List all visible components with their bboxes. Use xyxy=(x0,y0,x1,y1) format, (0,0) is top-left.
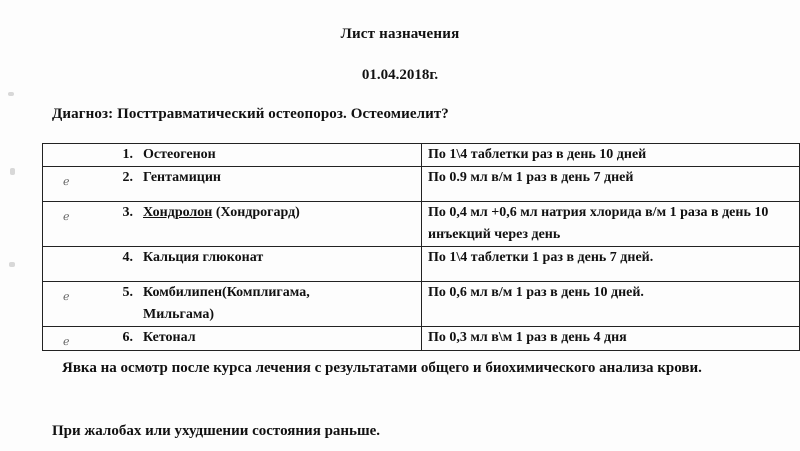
complaints-note: При жалобах или ухудшении состояния раньше. xyxy=(52,423,381,439)
scan-speck xyxy=(8,92,14,96)
table-row xyxy=(43,202,800,247)
drug-cell xyxy=(43,202,422,247)
scan-speck xyxy=(9,262,15,267)
row-number: 6. xyxy=(122,330,133,345)
dosage-cell: По 1\4 таблетки раз в день 10 дней xyxy=(422,144,800,167)
drug-cell xyxy=(43,327,422,351)
drug-cell xyxy=(43,144,422,167)
dosage-cell: По 0,3 мл в\м 1 раз в день 4 дня xyxy=(422,327,800,351)
drug-name: Комбилипен(Комплигама, Мильгама) xyxy=(143,285,310,322)
table-row xyxy=(43,282,800,327)
drug-cell xyxy=(43,282,422,327)
drug-name: Гентамицин xyxy=(143,170,221,185)
drug-cell xyxy=(43,167,422,202)
dosage-cell: По 1\4 таблетки 1 раз в день 7 дней. xyxy=(422,247,800,282)
handwritten-check-mark: ℯ xyxy=(63,211,70,223)
drug-name: Кетонал xyxy=(143,330,196,345)
follow-up-note: Явка на осмотр после курса лечения с результатами общего и биохимического анализа крови. xyxy=(62,360,702,376)
row-number: 1. xyxy=(122,147,133,162)
scan-speck xyxy=(10,168,15,175)
drug-name: Остеогенон xyxy=(143,147,216,162)
table-row xyxy=(43,144,800,167)
drug-name: Кальция глюконат xyxy=(143,250,264,265)
handwritten-check-mark: ℯ xyxy=(63,176,70,188)
handwritten-check-mark: ℯ xyxy=(63,291,70,303)
dosage-cell: По 0.9 мл в/м 1 раз в день 7 дней xyxy=(422,167,800,202)
document-title: Лист назначения xyxy=(340,26,460,42)
dosage-cell: По 0,4 мл +0,6 мл натрия хлорида в/м 1 раза в день 10 инъекций через день xyxy=(422,202,800,247)
dosage-cell: По 0,6 мл в/м 1 раз в день 10 дней. xyxy=(422,282,800,327)
diagnosis-line: Диагноз: Посттравматический остеопороз. Остеомиелит? xyxy=(52,106,449,122)
table-row xyxy=(43,167,800,202)
table-row xyxy=(43,327,800,351)
drug-cell xyxy=(43,247,422,282)
row-number: 4. xyxy=(122,250,133,265)
row-number: 3. xyxy=(122,205,133,220)
row-number: 2. xyxy=(122,170,133,185)
row-number: 5. xyxy=(122,285,133,300)
document-date: 01.04.2018г. xyxy=(361,67,439,83)
prescription-table xyxy=(42,143,800,351)
drug-name-alt: (Хондрогард) xyxy=(212,205,300,220)
drug-name-underlined: Хондролон xyxy=(143,205,213,220)
handwritten-check-mark: ℯ xyxy=(63,336,70,348)
drug-name xyxy=(143,202,300,224)
table-row xyxy=(43,247,800,282)
